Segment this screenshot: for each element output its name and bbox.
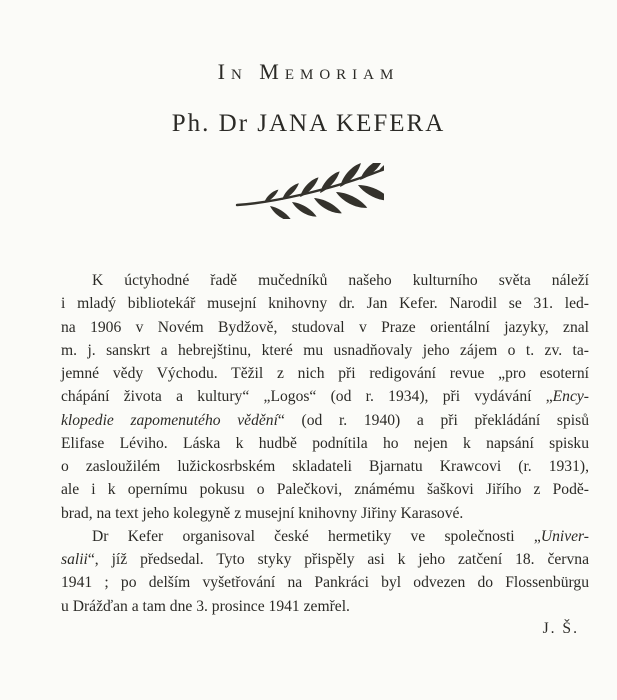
text-segment: “, jíž předsedal. Tyto styky přispěly asi k jeho zatčení 18. června bbox=[87, 551, 589, 568]
laurel-branch-icon bbox=[234, 163, 384, 219]
person-name-title: Ph. Dr JANA KEFERA bbox=[171, 110, 446, 137]
text-segment: Dr Kefer organisoval české hermetiky ve společnosti „ bbox=[92, 527, 541, 545]
text-segment: m. j. sanskrt a hebrejštinu, které mu usnadňovaly jeho zájem o t. zv. ta- bbox=[61, 341, 589, 359]
text-line bbox=[61, 548, 589, 571]
text-line bbox=[61, 455, 589, 478]
italic-text-segment: klopedie zapomenutého vědění bbox=[61, 411, 278, 429]
signature-initials: J. Š. bbox=[542, 619, 579, 637]
text-line bbox=[61, 362, 589, 385]
text-segment: 1941 ; po delším vyšetřování na Pankráci byl odvezen do Flossenbürgu bbox=[61, 574, 589, 592]
text-segment: “ (od r. 1940) a při překládání spisů bbox=[277, 411, 589, 429]
text-segment: K úctyhodné řadě mučedníků našeho kulturního světa náleží bbox=[92, 272, 589, 289]
text-block bbox=[61, 269, 589, 618]
text-line bbox=[61, 595, 589, 618]
text-segment: na 1906 v Novém Bydžově, studoval v Praze orientální jazyky, znal bbox=[61, 318, 589, 336]
text-line bbox=[61, 385, 589, 408]
text-line bbox=[61, 292, 589, 315]
text-line bbox=[61, 478, 589, 501]
ornament-row bbox=[0, 163, 617, 219]
text-segment: jemné vědy Východu. Těžil z nich při redigování revue „pro esoterní bbox=[61, 365, 589, 382]
text-segment: o zasloužilém lužickosrbském skladateli Bjarnatu Krawcovi (r. 1931), bbox=[61, 458, 589, 475]
text-line bbox=[61, 502, 589, 525]
text-line bbox=[61, 432, 589, 455]
text-segment: i mladý bibliotekář musejní knihovny dr. Jan Kefer. Narodil se 31. led- bbox=[61, 295, 589, 313]
italic-text-segment: Univer- bbox=[540, 527, 589, 545]
italic-text-segment: Ency- bbox=[552, 388, 589, 406]
text-line bbox=[61, 525, 589, 548]
text-segment: u Drážďan a tam dne 3. prosince 1941 zemřel. bbox=[61, 597, 350, 615]
text-segment: Elifase Léviho. Láska k hudbě podnítila ho nejen k napsání spisku bbox=[61, 434, 589, 452]
text-line bbox=[61, 316, 589, 339]
text-segment: chápání života a kultury“ „Logos“ (od r. 1934), při vydávání „ bbox=[61, 388, 553, 406]
text-segment: brad, na text jeho kolegyně z musejní knihovny Jiřiny Karasové. bbox=[61, 504, 464, 522]
text-line bbox=[61, 339, 589, 362]
text-line bbox=[61, 409, 589, 432]
text-segment: ale i k opernímu pokusu o Palečkovi, známému šaškovi Jiřího z Podě- bbox=[61, 481, 589, 499]
memoriam-title: In Memoriam bbox=[217, 59, 400, 84]
italic-text-segment: salii bbox=[61, 551, 88, 568]
text-line bbox=[61, 269, 589, 292]
text-line bbox=[61, 571, 589, 594]
